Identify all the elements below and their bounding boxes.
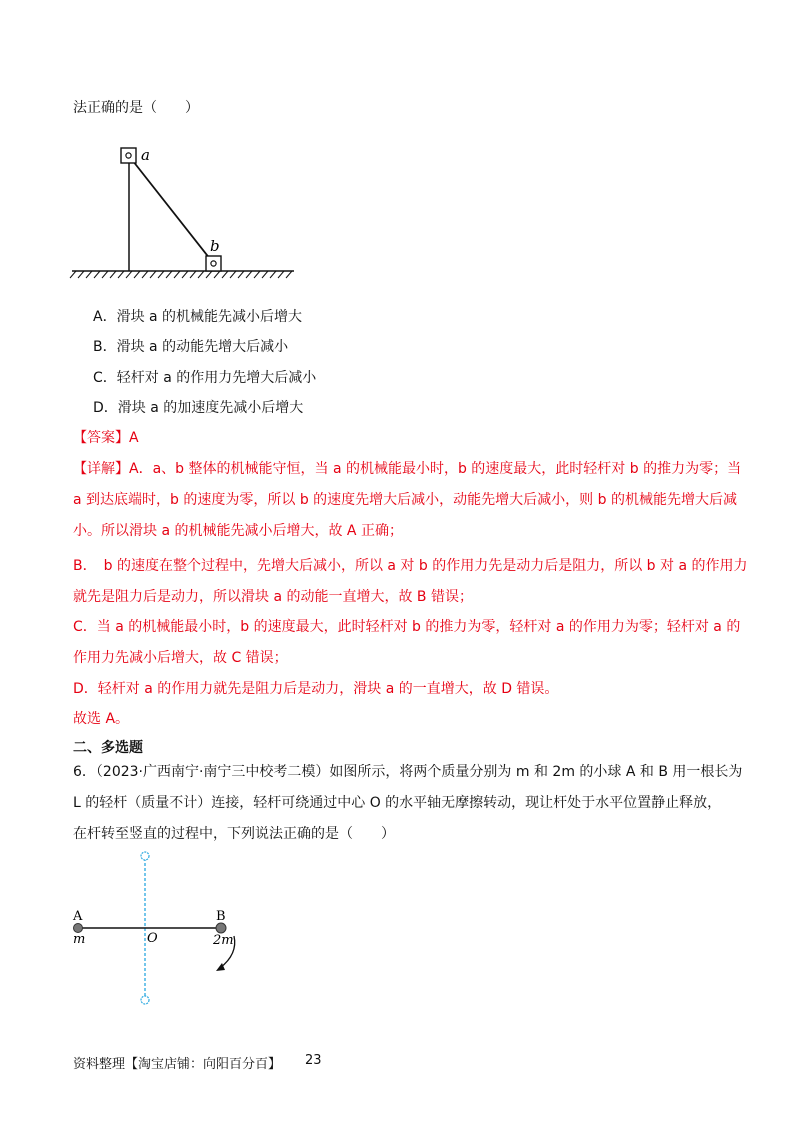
explanation-line-7: 作用力先减小后增大，故 C 错误； <box>73 650 288 666</box>
figure-rotating-rod <box>70 850 270 1010</box>
explanation-line-4: B． b 的速度在整个过程中，先增大后减小，所以 a 对 b 的作用力先是动力后是阻力，所以 b 对 a 的作用力 <box>73 558 748 574</box>
label-B: B <box>216 909 226 924</box>
explanation-line-3: 小。所以滑块 a 的机械能先减小后增大，故 A 正确； <box>73 523 403 539</box>
explanation-line-8: D．轻杆对 a 的作用力就先是阻力后是动力，滑块 a 的一直增大，故 D 错误。 <box>73 681 559 697</box>
explanation-line-5: 就先是阻力后是动力，所以滑块 a 的动能一直增大，故 B 错误； <box>73 589 473 605</box>
page-number: 23 <box>305 1053 322 1068</box>
question6-line-3: 在杆转至竖直的过程中，下列说法正确的是（ ） <box>73 826 395 842</box>
explanation-line-2: a 到达底端时，b 的速度为零，所以 b 的速度先增大后减小，动能先增大后减小，则 b 的机械能先增大后减 <box>73 492 737 508</box>
label-a: a <box>141 146 150 164</box>
label-A: A <box>73 909 83 924</box>
ball-b <box>216 923 226 933</box>
option-d: D．滑块 a 的加速度先减小后增大 <box>93 400 304 416</box>
explanation-line-6: C．当 a 的机械能最小时，b 的速度最大，此时轻杆对 b 的推力为零，轻杆对 a 的作用力为零；轻杆对 a 的 <box>73 619 741 635</box>
label-2m: 2m <box>213 933 234 948</box>
explanation-line-1: 【详解】A．a、b 整体的机械能守恒，当 a 的机械能最小时，b 的速度最大，此时轻杆对 b 的推力为零；当 <box>73 461 742 477</box>
question-stem-tail: 法正确的是（ ） <box>73 100 199 116</box>
label-m: m <box>73 932 86 947</box>
answer: 【答案】A <box>73 430 139 446</box>
label-b: b <box>210 237 220 255</box>
question6-line-1: 6．（2023·广西南宁·南宁三中校考二模）如图所示，将两个质量分别为 m 和 2m 的小球 A 和 B 用一根长为 <box>73 764 743 780</box>
ghost-ball-bottom <box>141 996 149 1004</box>
label-O: O <box>147 931 158 946</box>
section-title: 二、多选题 <box>73 740 143 756</box>
light-rod <box>129 156 214 264</box>
question6-line-2: L 的轻杆（质量不计）连接，轻杆可绕通过中心 O 的水平轴无摩擦转动，现让杆处于水平位置静止释放， <box>73 795 722 811</box>
option-b: B．滑块 a 的动能先增大后减小 <box>93 339 289 355</box>
figure-slider-rod <box>68 140 308 280</box>
explanation-line-9: 故选 A。 <box>73 711 130 727</box>
option-a: A．滑块 a 的机械能先减小后增大 <box>93 309 303 325</box>
ghost-ball-top <box>141 852 149 860</box>
option-c: C．轻杆对 a 的作用力先增大后减小 <box>93 370 317 386</box>
ground-hatch <box>70 271 292 278</box>
footer-source: 资料整理【淘宝店铺：向阳百分百】 <box>73 1057 282 1072</box>
